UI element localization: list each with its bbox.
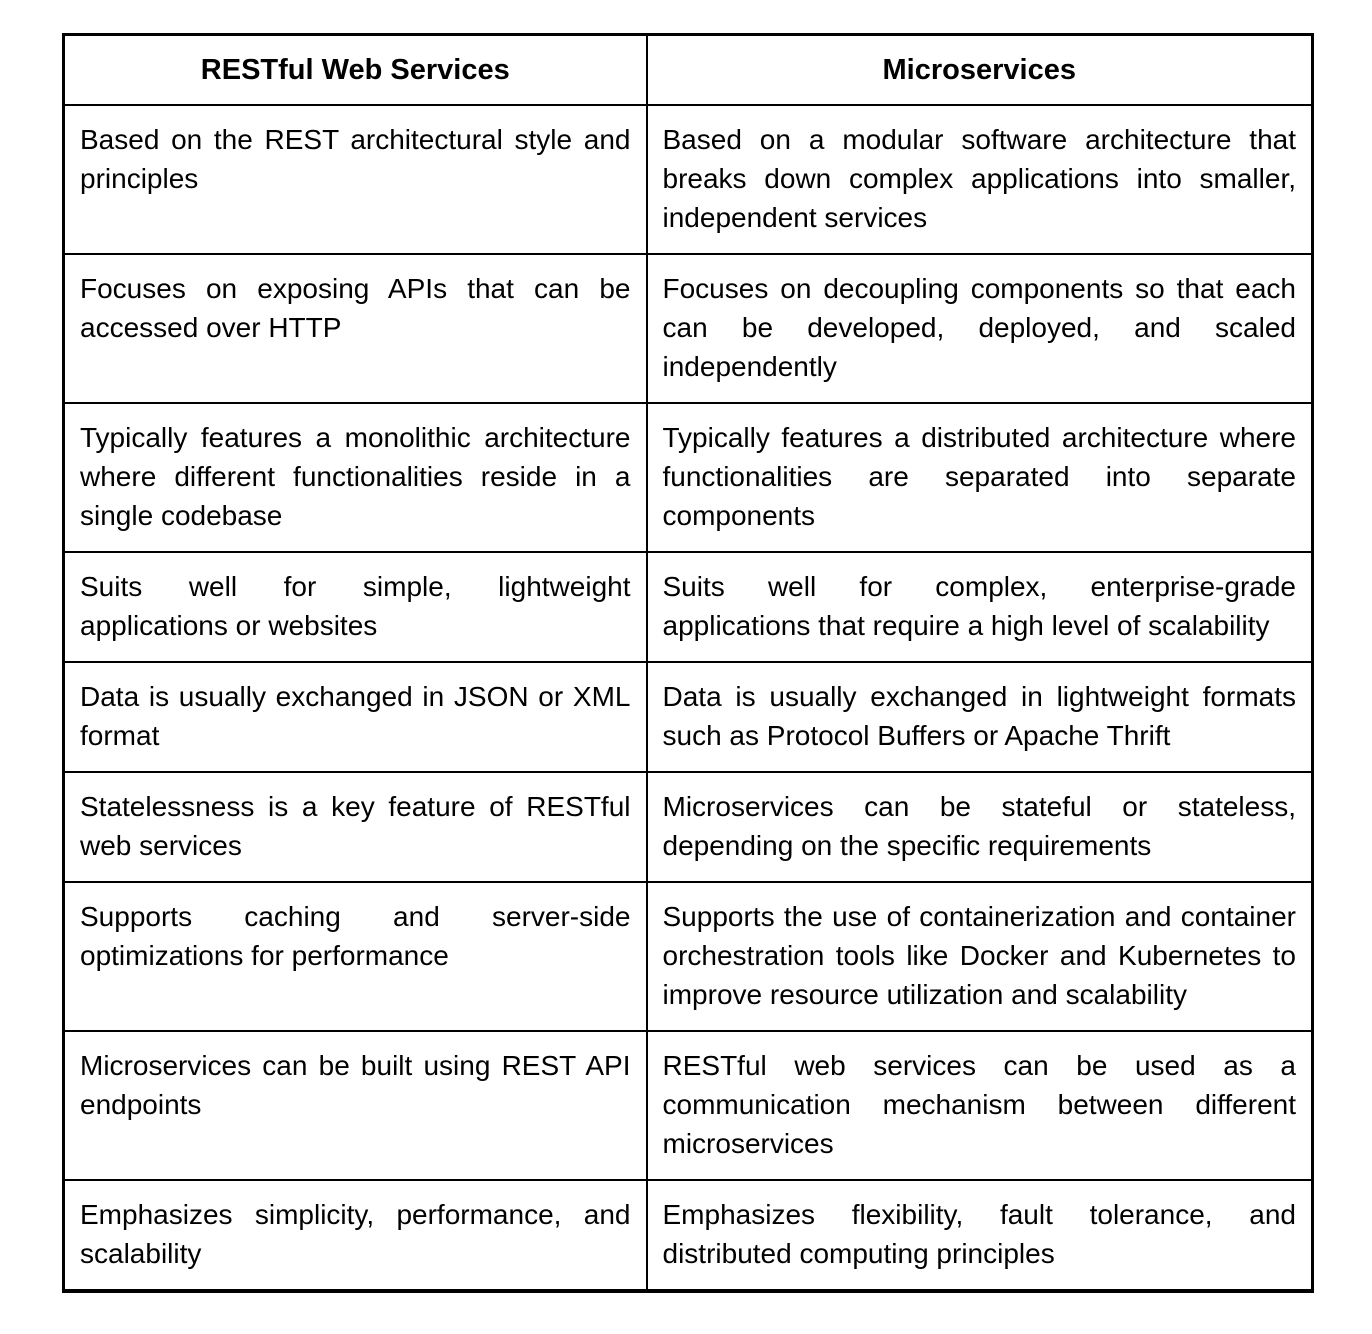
- table-row: [64, 1031, 1313, 1180]
- table-row: [64, 403, 1313, 552]
- cell-microservices: Data is usually exchanged in lightweight formats such as Protocol Buffers or Apache Thrift: [647, 662, 1313, 772]
- cell-restful: Typically features a monolithic architecture where different functionalities reside in a single codebase: [64, 403, 647, 552]
- table-row: [64, 105, 1313, 254]
- cell-restful: Data is usually exchanged in JSON or XML format: [64, 662, 647, 772]
- cell-microservices: Microservices can be stateful or stateless, depending on the specific requirements: [647, 772, 1313, 882]
- cell-restful: Supports caching and server-side optimizations for performance: [64, 882, 647, 1031]
- cell-restful: Focuses on exposing APIs that can be accessed over HTTP: [64, 254, 647, 403]
- table-row: [64, 552, 1313, 662]
- cell-microservices: Emphasizes flexibility, fault tolerance, and distributed computing principles: [647, 1180, 1313, 1291]
- column-header-microservices: Microservices: [647, 35, 1313, 106]
- table-row: [64, 662, 1313, 772]
- cell-microservices: Typically features a distributed architecture where functionalities are separated into separate components: [647, 403, 1313, 552]
- cell-restful: Suits well for simple, lightweight applications or websites: [64, 552, 647, 662]
- comparison-table: [62, 33, 1314, 1293]
- table-row: [64, 772, 1313, 882]
- cell-microservices: RESTful web services can be used as a communication mechanism between different microservices: [647, 1031, 1313, 1180]
- table-row: [64, 882, 1313, 1031]
- column-header-restful-web-services: RESTful Web Services: [64, 35, 647, 106]
- cell-restful: Microservices can be built using REST API endpoints: [64, 1031, 647, 1180]
- cell-microservices: Focuses on decoupling components so that each can be developed, deployed, and scaled independently: [647, 254, 1313, 403]
- cell-microservices: Based on a modular software architecture that breaks down complex applications into smaller, independent services: [647, 105, 1313, 254]
- cell-microservices: Suits well for complex, enterprise-grade applications that require a high level of scalability: [647, 552, 1313, 662]
- cell-restful: Statelessness is a key feature of RESTful web services: [64, 772, 647, 882]
- table-header-row: [64, 35, 1313, 106]
- table-row: [64, 1180, 1313, 1291]
- cell-restful: Based on the REST architectural style and principles: [64, 105, 647, 254]
- cell-restful: Emphasizes simplicity, performance, and scalability: [64, 1180, 647, 1291]
- table-row: [64, 254, 1313, 403]
- cell-microservices: Supports the use of containerization and container orchestration tools like Docker and Kubernetes to improve resource utilization and scalability: [647, 882, 1313, 1031]
